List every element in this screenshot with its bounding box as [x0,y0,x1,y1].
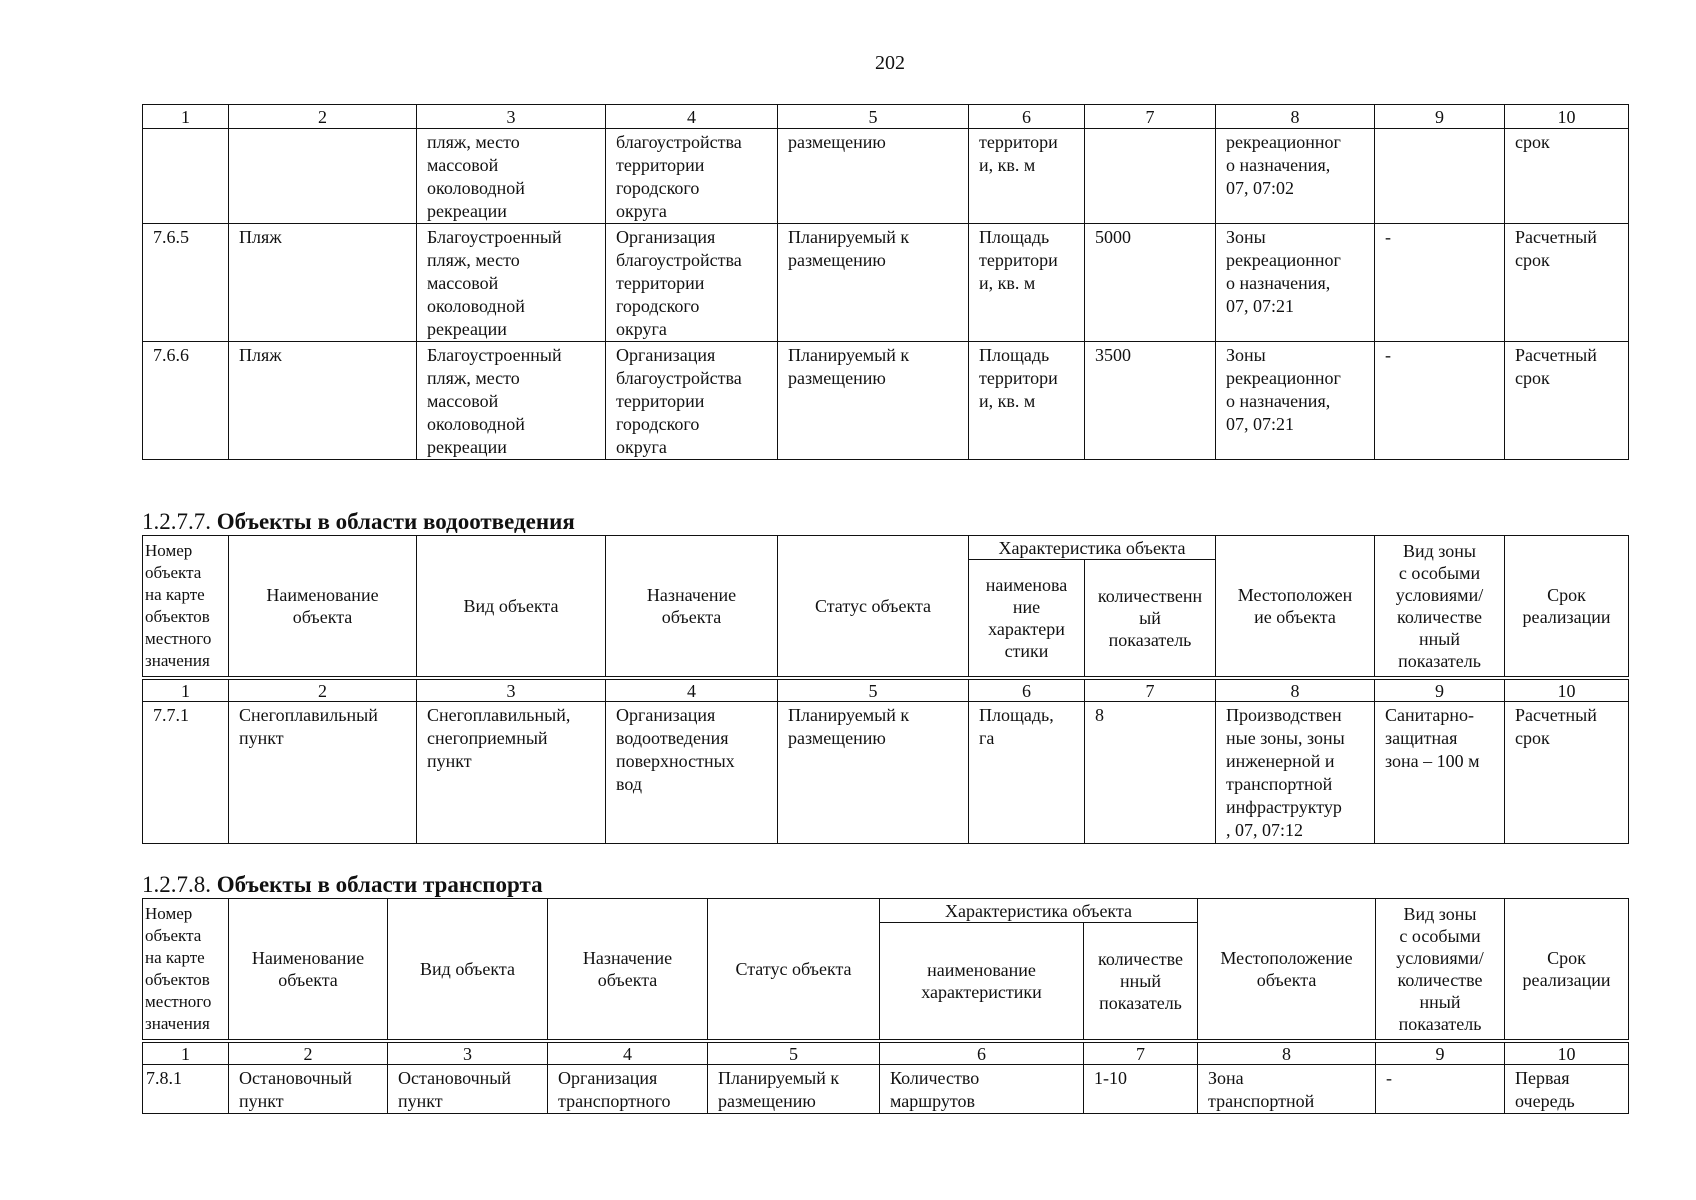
col-number: 4 [548,1043,708,1065]
table-cell: Площадь, га [969,702,1085,844]
col-number: 4 [606,680,778,702]
col-number: 4 [606,105,778,129]
header-object-number: Номер объекта на карте объектов местного значения [143,899,229,1040]
header-object-number: Номер объекта на карте объектов местного значения [143,536,229,677]
table-cell: Площадь территори и, кв. м [969,224,1085,342]
column-number-row [143,680,1629,702]
header-object-type: Вид объекта [388,899,548,1040]
col-number: 1 [143,1043,229,1065]
header-deadline: Срок реализации [1505,899,1629,1040]
header-object-name: Наименование объекта [229,536,417,677]
col-number: 10 [1505,1043,1629,1065]
table-cell: Организация благоустройства территории городского округа [606,224,778,342]
col-number: 5 [708,1043,880,1065]
table-row [143,1065,1629,1114]
column-number-row [143,1043,1629,1065]
header-characteristic-name: наименова ние характери стики [969,560,1085,677]
col-number: 6 [969,680,1085,702]
table-cell: Зоны рекреационног о назначения, 07, 07:21 [1216,342,1375,460]
table-transport [142,898,1629,1114]
table-cell: благоустройства территории городского округа [606,129,778,224]
table-cell: Остановочный пункт [388,1065,548,1114]
table-cell: 7.8.1 [143,1065,229,1114]
table-cell: Расчетный срок [1505,342,1629,460]
header-characteristic-value: количественн ый показатель [1085,560,1216,677]
table-cell: 5000 [1085,224,1216,342]
header-object-status: Статус объекта [778,536,969,677]
table-cell: размещению [778,129,969,224]
table-cell: 3500 [1085,342,1216,460]
col-number: 10 [1505,680,1629,702]
section-title: Объекты в области водоотведения [216,509,575,534]
col-number: 2 [229,680,417,702]
col-number: 2 [229,1043,388,1065]
section-heading [142,509,575,535]
col-number: 9 [1375,680,1505,702]
header-object-type: Вид объекта [417,536,606,677]
table-cell: 7.6.5 [143,224,229,342]
table-cell: 8 [1085,702,1216,844]
col-number: 5 [778,680,969,702]
table-cell: Пляж [229,224,417,342]
table-cell [143,129,229,224]
col-number: 2 [229,105,417,129]
col-number: 3 [417,105,606,129]
table-cell: рекреационног о назначения, 07, 07:02 [1216,129,1375,224]
header-characteristic-value: количестве нный показатель [1084,923,1198,1040]
header-characteristics-group: Характеристика объекта [880,899,1198,923]
table-cell: - [1375,224,1505,342]
table-cell: Количество маршрутов [880,1065,1084,1114]
header-location: Местоположение объекта [1198,899,1376,1040]
table-cell: Расчетный срок [1505,224,1629,342]
col-number: 3 [388,1043,548,1065]
table-cell: Снегоплавильный пункт [229,702,417,844]
table-cell: Организация водоотведения поверхностных вод [606,702,778,844]
table-row [143,129,1629,224]
col-number: 8 [1198,1043,1376,1065]
table-cell: Благоустроенный пляж, место массовой околоводной рекреации [417,342,606,460]
section-heading [142,872,543,898]
page-number: 202 [875,52,905,74]
col-number: 3 [417,680,606,702]
header-object-status: Статус объекта [708,899,880,1040]
table-cell: Первая очередь [1505,1065,1629,1114]
table-cell: - [1375,342,1505,460]
table-cell: Зоны рекреационног о назначения, 07, 07:21 [1216,224,1375,342]
table-row [143,702,1629,844]
table-cell: Расчетный срок [1505,702,1629,844]
table-cell: Планируемый к размещению [778,224,969,342]
header-object-name: Наименование объекта [229,899,388,1040]
section-number: 1.2.7.8. [142,872,211,897]
table-cell: территори и, кв. м [969,129,1085,224]
col-number: 1 [143,680,229,702]
table-row [143,224,1629,342]
section-number: 1.2.7.7. [142,509,211,534]
col-number: 7 [1084,1043,1198,1065]
col-number: 9 [1376,1043,1505,1065]
header-object-purpose: Назначение объекта [606,536,778,677]
table-cell [1375,129,1505,224]
col-number: 7 [1085,680,1216,702]
table-water-disposal [142,535,1629,844]
table-cell: Благоустроенный пляж, место массовой околоводной рекреации [417,224,606,342]
table-cell: Организация транспортного [548,1065,708,1114]
col-number: 8 [1216,680,1375,702]
col-number: 10 [1505,105,1629,129]
table-cell: Пляж [229,342,417,460]
col-number: 7 [1085,105,1216,129]
table-cell: срок [1505,129,1629,224]
table-cell: Планируемый к размещению [778,342,969,460]
col-number: 9 [1375,105,1505,129]
table-cell [229,129,417,224]
header-characteristic-name: наименование характеристики [880,923,1084,1040]
col-number: 5 [778,105,969,129]
col-number: 6 [969,105,1085,129]
table-cell: Планируемый к размещению [708,1065,880,1114]
col-number: 8 [1216,105,1375,129]
header-zone-type: Вид зоны с особыми условиями/ количестве нный показатель [1375,536,1505,677]
column-number-row [143,105,1629,129]
table-cell [1085,129,1216,224]
table-cell: пляж, место массовой околоводной рекреации [417,129,606,224]
col-number: 1 [143,105,229,129]
table-cell: Санитарно- защитная зона – 100 м [1375,702,1505,844]
table-row [143,342,1629,460]
table-beaches [142,104,1629,460]
col-number: 6 [880,1043,1084,1065]
header-deadline: Срок реализации [1505,536,1629,677]
table-cell: Организация благоустройства территории городского округа [606,342,778,460]
header-object-purpose: Назначение объекта [548,899,708,1040]
table-cell: 7.7.1 [143,702,229,844]
table-cell: Снегоплавильный, снегоприемный пункт [417,702,606,844]
table-cell: Зона транспортной [1198,1065,1376,1114]
table-cell: Планируемый к размещению [778,702,969,844]
table-cell: Производствен ные зоны, зоны инженерной и транспортной инфраструктур , 07, 07:12 [1216,702,1375,844]
header-characteristics-group: Характеристика объекта [969,536,1216,560]
table-cell: Площадь территори и, кв. м [969,342,1085,460]
section-title: Объекты в области транспорта [216,872,543,897]
table-cell: 1-10 [1084,1065,1198,1114]
header-zone-type: Вид зоны с особыми условиями/ количестве нный показатель [1376,899,1505,1040]
table-cell: - [1376,1065,1505,1114]
table-cell: 7.6.6 [143,342,229,460]
header-location: Местоположен ие объекта [1216,536,1375,677]
table-cell: Остановочный пункт [229,1065,388,1114]
